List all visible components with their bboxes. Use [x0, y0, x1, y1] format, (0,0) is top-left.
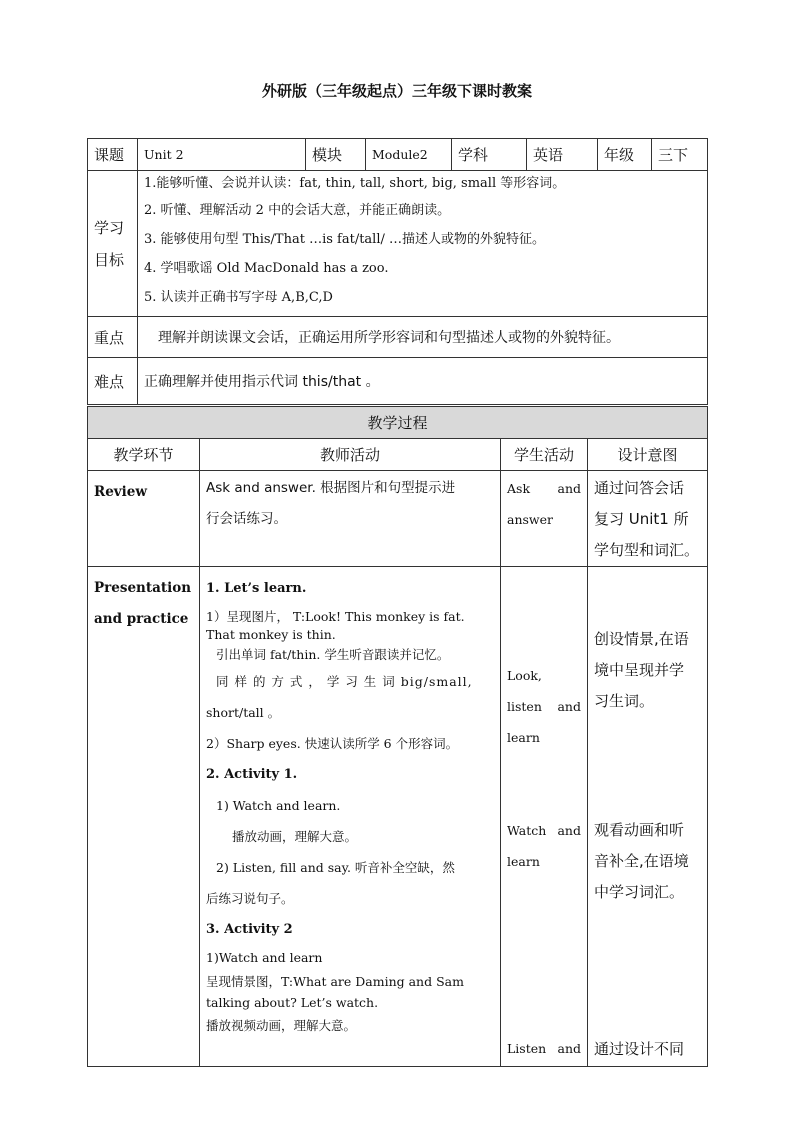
student-line: listen and — [507, 699, 581, 714]
presentation-row — [88, 567, 708, 1067]
lesson-label: 课题 — [88, 139, 138, 171]
intent-presentation — [588, 567, 708, 1067]
objective-item: 5. 认读并正确书写字母 A,B,C,D — [144, 290, 333, 305]
key-row — [88, 317, 708, 358]
intent-line: 复习 Unit1 所 — [594, 510, 689, 528]
difficulty-value: 正确理解并使用指示代词 this/that 。 — [138, 358, 708, 405]
intent-line: 创设情景,在语 — [594, 630, 689, 648]
objective-item: 2. 听懂、理解活动 2 中的会话大意，并能正确朗读。 — [144, 203, 451, 218]
teacher-line: short/tall 。 — [206, 705, 281, 720]
teacher-heading: 3. Activity 2 — [206, 922, 293, 937]
teacher-line: Ask and answer. 根据图片和句型提示进 — [206, 480, 456, 496]
teacher-line: 同 样 的 方 式 ， 学 习 生 词 big/small, — [216, 674, 473, 689]
stage-line: Presentation — [94, 580, 192, 596]
section-title: 教学过程 — [88, 407, 708, 439]
teacher-line: 1）呈现图片， T:Look! This monkey is fat. — [206, 609, 465, 624]
teacher-line: 行会话练习。 — [206, 511, 287, 527]
module-label: 模块 — [306, 139, 366, 171]
student-line: Watch and — [507, 823, 581, 838]
student-line: Look, — [507, 668, 542, 683]
objective-item: 1.能够听懂、会说并认读：fat, thin, tall, short, big, small 等形容词。 — [144, 176, 566, 191]
intent-review — [588, 471, 708, 567]
process-title-row — [88, 407, 708, 439]
teacher-review — [200, 471, 501, 567]
teacher-line: 1) Watch and learn. — [216, 798, 341, 813]
teacher-presentation — [200, 567, 501, 1067]
info-row — [88, 139, 708, 171]
teacher-line: 播放视频动画，理解大意。 — [206, 1018, 357, 1033]
teacher-line: 2) Listen, fill and say. 听音补全空缺，然 — [216, 860, 455, 875]
intent-line: 音补全,在语境 — [594, 852, 689, 870]
grade-label: 年级 — [598, 139, 652, 171]
grade-value: 三下 — [652, 139, 708, 171]
objective-item: 3. 能够使用句型 This/That …is fat/tall/ …描述人或物的外貌特征。 — [144, 232, 546, 247]
key-value: 理解并朗读课文会话，正确运用所学形容词和句型描述人或物的外貌特征。 — [138, 317, 708, 358]
header-row — [88, 439, 708, 471]
objectives-list — [138, 171, 708, 317]
key-label: 重点 — [88, 317, 138, 358]
intent-line: 观看动画和听 — [594, 821, 685, 839]
teacher-line: 引出单词 fat/thin. 学生听音跟读并记忆。 — [216, 647, 450, 662]
student-line: learn — [507, 730, 540, 745]
header-intent: 设计意图 — [588, 439, 708, 471]
stage-review: Review — [88, 471, 200, 567]
review-row — [88, 471, 708, 567]
subject-label: 学科 — [452, 139, 527, 171]
teacher-heading: 2. Activity 1. — [206, 767, 298, 782]
stage-presentation — [88, 567, 200, 1067]
teacher-line: That monkey is thin. — [206, 627, 336, 642]
student-review — [501, 471, 588, 567]
teacher-line: 播放动画，理解大意。 — [232, 829, 358, 844]
objectives-row — [88, 171, 708, 317]
lesson-value: Unit 2 — [138, 139, 306, 171]
intent-line: 通过问答会话 — [594, 479, 685, 497]
intent-line: 通过设计不同 — [594, 1040, 685, 1058]
student-presentation — [501, 567, 588, 1067]
stage-line: and practice — [94, 611, 189, 627]
header-student: 学生活动 — [501, 439, 588, 471]
lesson-info-table — [87, 138, 708, 405]
difficulty-row — [88, 358, 708, 405]
module-value: Module2 — [366, 139, 452, 171]
student-line: Ask and — [507, 481, 581, 496]
subject-value: 英语 — [527, 139, 598, 171]
teaching-process-table — [87, 406, 708, 1067]
objectives-label-line: 目标 — [94, 250, 125, 269]
difficulty-label: 难点 — [88, 358, 138, 405]
teacher-line: 呈现情景图，T:What are Daming and Sam — [206, 974, 464, 989]
teacher-line: talking about? Let’s watch. — [206, 995, 379, 1010]
student-line: Listen and — [507, 1041, 581, 1056]
header-teacher: 教师活动 — [200, 439, 501, 471]
objectives-label — [88, 171, 138, 317]
page-title: 外研版（三年级起点）三年级下课时教案 — [261, 82, 532, 100]
objective-item: 4. 学唱歌谣 Old MacDonald has a zoo. — [144, 261, 389, 276]
teacher-line: 后练习说句子。 — [206, 891, 294, 906]
intent-line: 境中呈现并学 — [594, 661, 685, 679]
student-line: answer — [507, 512, 553, 527]
intent-line: 中学习词汇。 — [594, 883, 685, 901]
header-stage: 教学环节 — [88, 439, 200, 471]
intent-line: 学句型和词汇。 — [594, 541, 700, 559]
student-line: learn — [507, 854, 540, 869]
teacher-line: 2）Sharp eyes. 快速认读所学 6 个形容词。 — [206, 736, 459, 751]
objectives-label-line: 学习 — [94, 218, 125, 237]
teacher-heading: 1. Let’s learn. — [206, 581, 307, 596]
teacher-line: 1)Watch and learn — [206, 950, 323, 965]
intent-line: 习生词。 — [594, 692, 655, 710]
